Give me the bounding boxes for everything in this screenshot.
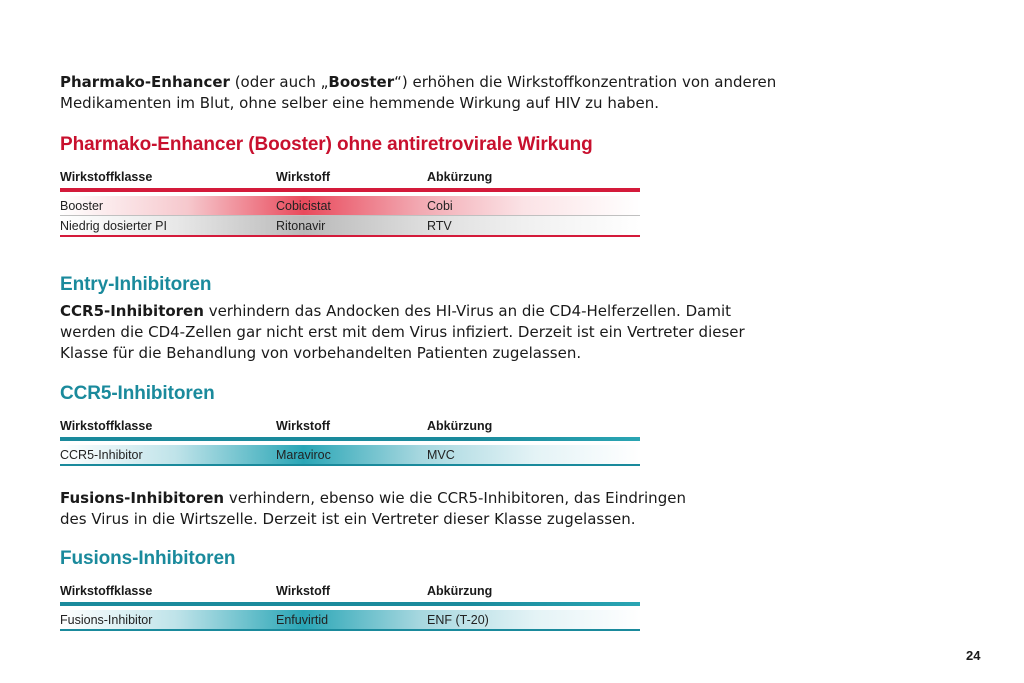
header-abkuerzung: Abkürzung <box>427 419 493 433</box>
table-pharmako-enhancer <box>60 170 640 237</box>
entry-line-3: Klasse für die Behandlung von vorbehandelten Patienten zugelassen. <box>60 344 582 362</box>
fusion-line-1 <box>60 488 850 509</box>
intro-line-1 <box>60 72 850 93</box>
table-ccr5-inhibitoren <box>60 419 640 466</box>
table-row <box>60 216 640 237</box>
cell-class: Booster <box>60 199 104 213</box>
heading-pharmako-enhancer: Pharmako-Enhancer (Booster) ohne antiretrovirale Wirkung <box>60 134 593 155</box>
fusion-bold-term: Fusions-Inhibitoren <box>60 489 225 507</box>
header-wirkstoff: Wirkstoff <box>276 170 331 184</box>
intro-bold-term: Pharmako-Enhancer <box>60 73 230 91</box>
header-abkuerzung: Abkürzung <box>427 584 493 598</box>
table-header <box>60 419 640 437</box>
header-wirkstoff: Wirkstoff <box>276 419 331 433</box>
intro-bold-booster: Booster <box>328 73 395 91</box>
cell-abbreviation: MVC <box>427 448 455 462</box>
fusion-text-1: verhindern, ebenso wie die CCR5-Inhibitoren, das Eindringen <box>224 489 686 507</box>
cell-abbreviation: ENF (T-20) <box>427 613 489 627</box>
fusion-paragraph <box>60 488 850 530</box>
cell-class: CCR5-Inhibitor <box>60 448 143 462</box>
header-wirkstoffklasse: Wirkstoffklasse <box>60 170 153 184</box>
heading-entry-inhibitoren: Entry-Inhibitoren <box>60 274 212 295</box>
intro-line-2: Medikamenten im Blut, ohne selber eine hemmende Wirkung auf HIV zu haben. <box>60 94 660 112</box>
cell-substance: Cobicistat <box>276 199 331 213</box>
table-row <box>60 196 640 216</box>
entry-line-1 <box>60 301 850 322</box>
cell-class: Niedrig dosierter PI <box>60 219 167 233</box>
entry-text-1: verhindern das Andocken des HI-Virus an die CD4-Helferzellen. Damit <box>203 302 731 320</box>
page-number: 24 <box>966 648 981 663</box>
table-header <box>60 170 640 188</box>
cell-abbreviation: RTV <box>427 219 452 233</box>
cell-abbreviation: Cobi <box>427 199 453 213</box>
intro-paragraph <box>60 72 850 114</box>
table-fusions-inhibitoren <box>60 584 640 631</box>
header-wirkstoffklasse: Wirkstoffklasse <box>60 584 153 598</box>
header-abkuerzung: Abkürzung <box>427 170 493 184</box>
entry-line-2: werden die CD4-Zellen gar nicht erst mit dem Virus infiziert. Derzeit ist ein Vertreter dieser <box>60 323 745 341</box>
table-row <box>60 610 640 631</box>
heading-ccr5-inhibitoren: CCR5-Inhibitoren <box>60 383 215 404</box>
table-row <box>60 445 640 466</box>
cell-substance: Enfuvirtid <box>276 613 329 627</box>
header-wirkstoffklasse: Wirkstoffklasse <box>60 419 153 433</box>
entry-bold-term: CCR5-Inhibitoren <box>60 302 204 320</box>
table-header <box>60 584 640 602</box>
fusion-line-2: des Virus in die Wirtszelle. Derzeit ist ein Vertreter dieser Klasse zugelassen. <box>60 510 636 528</box>
cell-class: Fusions-Inhibitor <box>60 613 153 627</box>
cell-substance: Ritonavir <box>276 219 326 233</box>
cell-substance: Maraviroc <box>276 448 331 462</box>
heading-fusions-inhibitoren: Fusions-Inhibitoren <box>60 548 236 569</box>
intro-text-1: (oder auch „ <box>229 73 329 91</box>
header-wirkstoff: Wirkstoff <box>276 584 331 598</box>
entry-paragraph <box>60 301 850 364</box>
intro-text-2: “) erhöhen die Wirkstoffkonzentration von anderen <box>394 73 777 91</box>
